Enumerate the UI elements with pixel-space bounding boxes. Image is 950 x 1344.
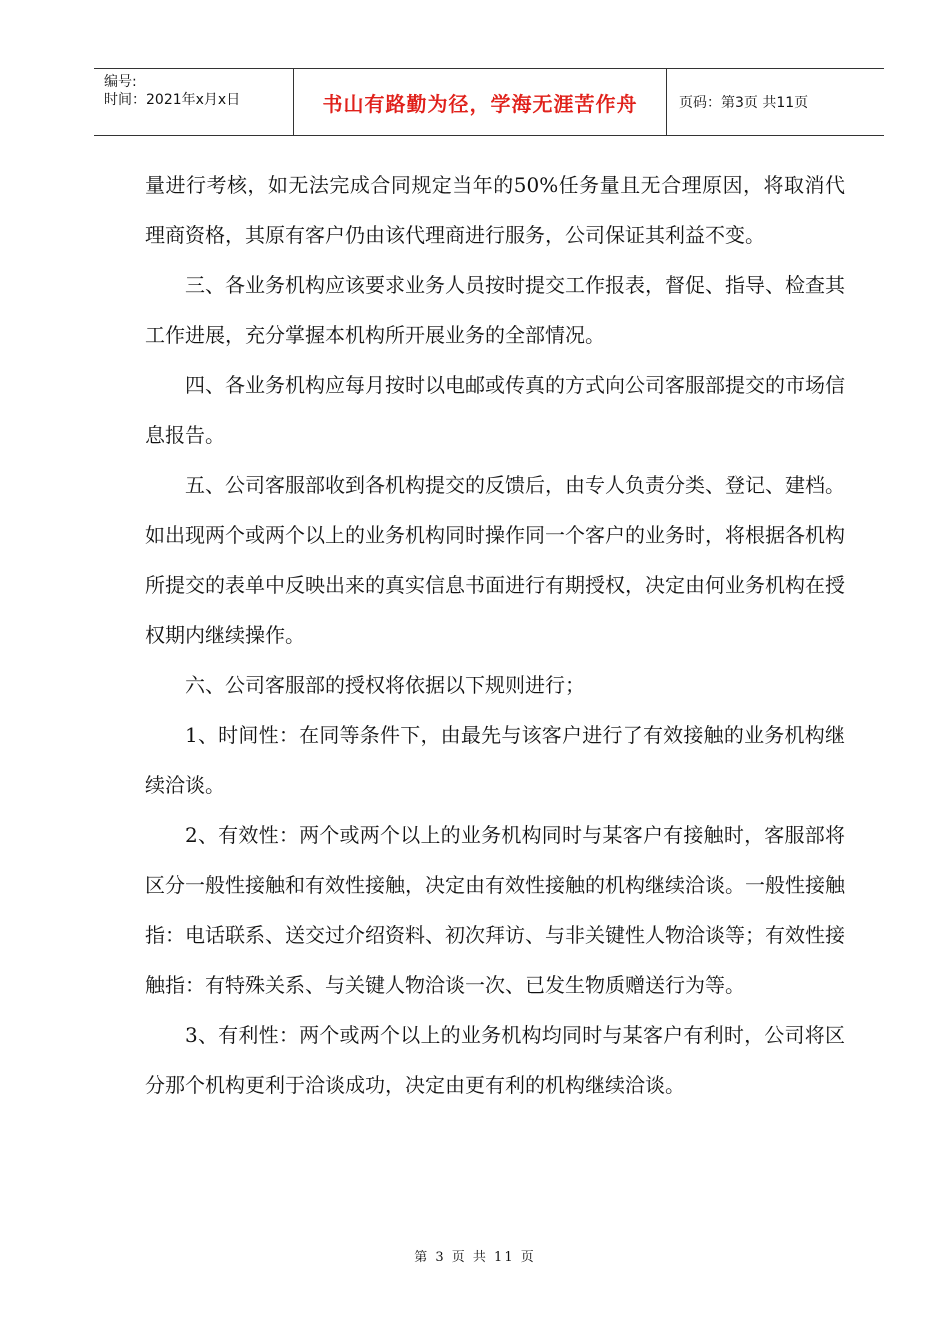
paragraph-rule-advantage: 3、有利性：两个或两个以上的业务机构均同时与某客户有利时，公司将区分那个机构更利于洽谈成功，决定由更有利的机构继续洽谈。 xyxy=(145,1023,845,1097)
header-page-cell xyxy=(667,69,884,135)
document-number-label: 编号: xyxy=(104,74,137,90)
page-header xyxy=(94,68,884,136)
page-footer xyxy=(0,1246,950,1265)
paragraph-rule-timeliness: 1、时间性：在同等条件下，由最先与该客户进行了有效接触的业务机构继续洽谈。 xyxy=(145,723,845,797)
paragraph-item-5: 五、公司客服部收到各机构提交的反馈后，由专人负责分类、登记、建档。如出现两个或两个以上的业务机构同时操作同一个客户的业务时，将根据各机构所提交的表单中反映出来的真实信息书面进行有期授权，决定由何业务机构在授权期内继续操作。 xyxy=(145,473,845,647)
header-page-number: 页码：第3页 共11页 xyxy=(679,95,809,111)
header-motto: 书山有路勤为径，学海无涯苦作舟 xyxy=(322,91,638,116)
paragraph-item-6: 六、公司客服部的授权将依据以下规则进行； xyxy=(185,673,585,697)
paragraph-item-3: 三、各业务机构应该要求业务人员按时提交工作报表，督促、指导、检查其工作进展，充分掌握本机构所开展业务的全部情况。 xyxy=(145,273,845,347)
paragraph-continuation: 量进行考核，如无法完成合同规定当年的50%任务量且无合理原因，将取消代理商资格，其原有客户仍由该代理商进行服务，公司保证其利益不变。 xyxy=(145,173,845,247)
document-body xyxy=(145,160,845,1110)
header-meta-cell xyxy=(94,69,294,135)
footer-page-number: 第 3 页 共 11 页 xyxy=(414,1250,536,1265)
paragraph-rule-effectiveness: 2、有效性：两个或两个以上的业务机构同时与某客户有接触时，客服部将区分一般性接触和有效性接触，决定由有效性接触的机构继续洽谈。一般性接触指：电话联系、送交过介绍资料、初次拜访、与非关键性人物洽谈等；有效性接触指：有特殊关系、与关键人物洽谈一次、已发生物质赠送行为等。 xyxy=(145,823,845,997)
paragraph-item-4: 四、各业务机构应每月按时以电邮或传真的方式向公司客服部提交的市场信息报告。 xyxy=(145,373,845,447)
header-motto-cell xyxy=(294,69,667,135)
document-time-label: 时间：2021年x月x日 xyxy=(104,92,241,108)
